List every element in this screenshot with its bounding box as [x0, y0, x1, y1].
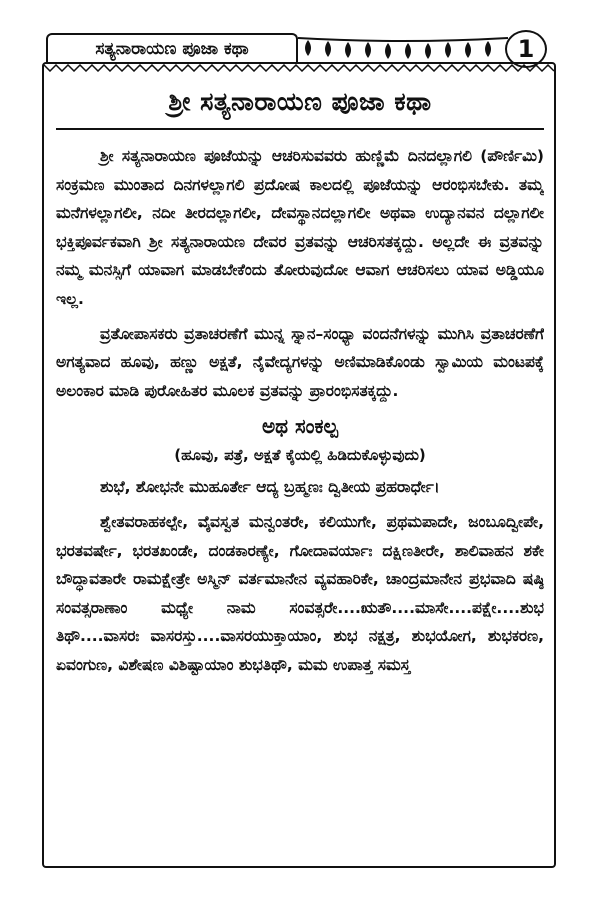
title-divider [56, 128, 544, 130]
section-heading: ಅಥ ಸಂಕಲ್ಪ [261, 414, 339, 439]
page-title: ಶ್ರೀ ಸತ್ಯನಾರಾಯಣ ಪೂಜಾ ಕಥಾ [168, 87, 432, 116]
intro-paragraph: ವ್ರತೋಪಾಸಕರು ವ್ರತಾಚರಣೆಗೆ ಮುನ್ನ ಸ್ನಾನ–ಸಂಧ್ಯಾ ವಂದನೆಗಳನ್ನು ಮುಗಿಸಿ ವ್ರತಾಚರಣೆಗೆ ಅಗತ್ಯವಾದ ಹೂವು, ಹಣ್ಣು ಅಕ್ಷತೆ, ನೈವೇದ್ಯಗಳನ್ನು ಅಣಿಮಾಡಿಕೊಂಡು ಸ್ವಾಮಿಯ ಮಂಟಪಕ್ಕೆ ಅಲಂಕಾರ ಮಾಡಿ ಪುರೋಹಿತರ ಮೂಲಕ ವ್ರತವನ್ನು ಪ್ರಾರಂಭಿಸತಕ್ಕದ್ದು. [56, 324, 544, 400]
intro-paragraph: ಶ್ರೀ ಸತ್ಯನಾರಾಯಣ ಪೂಜೆಯನ್ನು ಆಚರಿಸುವವರು ಹುಣ್ಣಿಮೆ ದಿನದಲ್ಲಾಗಲಿ (ಪೌರ್ಣಿಮಿ) ಸಂಕ್ರಮಣ ಮುಂತಾದ ದಿನಗಳಲ್ಲಾಗಲಿ ಪ್ರದೋಷ ಕಾಲದಲ್ಲಿ ಪೂಜೆಯನ್ನು ಆರಂಭಿಸಬೇಕು. ತಮ್ಮ ಮನೆಗಳಲ್ಲಾಗಲೀ, ನದೀ ತೀರದಲ್ಲಾಗಲೀ, ದೇವಸ್ಥಾನದಲ್ಲಾಗಲೀ ಅಥವಾ ಉದ್ಯಾನವನ ದಲ್ಲಾಗಲೀ ಭಕ್ತಿಪೂರ್ವಕವಾಗಿ ಶ್ರೀ ಸತ್ಯನಾರಾಯಣ ದೇವರ ವ್ರತವನ್ನು ಆಚರಿಸತಕ್ಕದ್ದು. ಅಲ್ಲದೇ ಈ ವ್ರತವನ್ನು ನಮ್ಮ ಮನಸ್ಸಿಗೆ ಯಾವಾಗ ಮಾಡಬೇಕೆಂದು ತೋರುವುದೋ ಆವಾಗ ಆಚರಿಸಲು ಯಾವ ಅಡ್ಡಿಯೂ ಇಲ್ಲ. [56, 147, 544, 308]
running-header-title: ಸತ್ಯನಾರಾಯಣ ಪೂಜಾ ಕಥಾ [46, 33, 298, 63]
section-paragraph: ಶ್ವೇತವರಾಹಕಲ್ಪೇ, ವೈವಸ್ವತ ಮನ್ವಂತರೇ, ಕಲಿಯುಗೇ, ಪ್ರಥಮಪಾದೇ, ಜಂಬೂದ್ವೀಪೇ, ಭರತವರ್ಷೇ, ಭರತಖಂಡೇ, ದಂಡಕಾರಣ್ಯೇ, ಗೋದಾವರ್ಯಾಃ ದಕ್ಷಿಣತೀರೇ, ಶಾಲಿವಾಹನ ಶಕೇ ಬೌದ್ಧಾವತಾರೇ ರಾಮಕ್ಷೇತ್ರೇ ಅಸ್ಮಿನ್ ವರ್ತಮಾನೇನ ವ್ಯವಹಾರಿಕೇ, ಚಾಂದ್ರಮಾನೇನ ಪ್ರಭವಾದಿ ಷಷ್ಠಿ ಸಂವತ್ಸರಾಣಾಂ ಮಧ್ಯೇ ನಾಮ ಸಂವತ್ಸರೇ....ಋತೌ....ಮಾಸೇ....ಪಕ್ಷೇ....ಶುಭ ತಿಥೌ....ವಾಸರಃ ವಾಸರಸ್ತು....ವಾಸರಯುಕ್ತಾಯಾಂ, ಶುಭ ನಕ್ಷತ್ರ, ಶುಭಯೋಗ, ಶುಭಕರಣ, ಏವಂಗುಣ, ವಿಶೇಷಣ ವಿಶಿಷ್ಟಾಯಾಂ ಶುಭತಿಥೌ, ಮಮ ಉಪಾತ್ತ ಸಮಸ್ತ [56, 512, 544, 674]
section-paragraph: ಶುಭೆ, ಶೋಭನೇ ಮುಹೂರ್ತೇ ಆದ್ಯ ಬ್ರಹ್ಮಣಃ ದ್ವಿತೀಯ ಪ್ರಹರಾರ್ಧೇ। [100, 478, 440, 497]
section-subheading: (ಹೂವು, ಪತ್ರೆ, ಅಕ್ಷತೆ ಕೈಯಲ್ಲಿ ಹಿಡಿದುಕೊಳ್ಳುವುದು) [174, 446, 426, 465]
page-content [56, 82, 544, 862]
zigzag-border-ornament [44, 64, 554, 72]
page-number-badge: 1 [505, 30, 547, 68]
leaf-garland-ornament [298, 34, 508, 64]
